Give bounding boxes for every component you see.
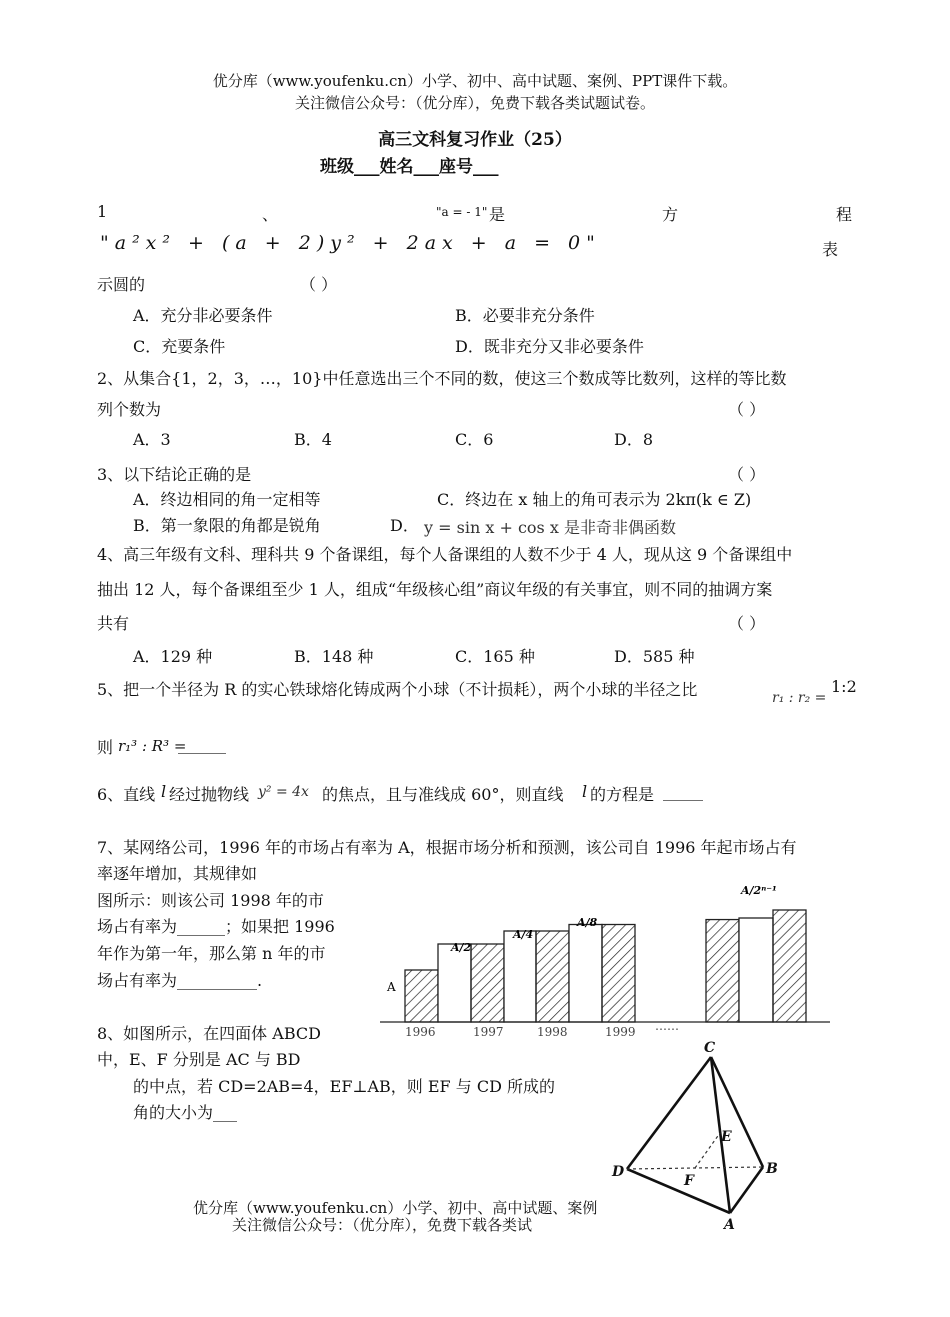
- q1-paren: （ ）: [300, 275, 338, 294]
- q4-option-d: D．585 种: [614, 647, 695, 666]
- bar-n: [773, 910, 806, 1022]
- q4-option-a: A．129 种: [133, 647, 213, 666]
- q4-line-2: 抽出 12 人，每个备课组至少 1 人，组成“年级核心组”商议年级的有关事宜，则不同的抽调方案: [97, 580, 773, 599]
- q1-option-c: C．充要条件: [133, 337, 226, 356]
- q5-expression: r₁³ : R³ =: [118, 737, 187, 755]
- q1-number: 1: [97, 202, 108, 221]
- page-title: 高三文科复习作业（25）: [378, 130, 572, 150]
- q7-line-2: 率逐年增加，其规律如: [97, 864, 258, 883]
- bar-1996: [405, 970, 438, 1022]
- bar-1997: [471, 944, 504, 1022]
- q7-line-1: 7、某网络公司，1996 年的市场占有率为 A，根据市场分析和预测，该公司自 1996 年起市场占有: [97, 838, 797, 857]
- q6-blank[interactable]: _____: [663, 782, 703, 801]
- q4-option-b: B．148 种: [294, 647, 374, 666]
- q2-option-c: C．6: [455, 430, 494, 449]
- q1-option-a: A．充分非必要条件: [133, 306, 273, 325]
- step-n: [739, 918, 773, 1022]
- q3-option-a: A．终边相同的角一定相等: [133, 490, 321, 509]
- q3-option-d-label: D．: [390, 516, 419, 535]
- q6-text-d: 的方程是: [590, 785, 655, 804]
- vertex-label-d: D: [612, 1164, 625, 1180]
- q8-line-3: 的中点，若 CD=2AB=4，EF⊥AB，则 EF 与 CD 所成的: [133, 1077, 555, 1096]
- q2-line-1: 2、从集合{1，2，3，…，10}中任意选出三个不同的数，使这三个数成等比数列，这样的等比数: [97, 369, 787, 388]
- edge-cd: [627, 1057, 711, 1169]
- q6-text-c: 的焦点，且与准线成 60°，则直线: [322, 785, 564, 804]
- q2-paren: （ ）: [728, 400, 766, 419]
- tetrahedron-figure: [610, 1035, 800, 1235]
- edge-ba: [730, 1167, 763, 1213]
- q1-biao: 表: [822, 240, 839, 259]
- q8-line-1: 8、如图所示，在四面体 ABCD: [97, 1024, 321, 1043]
- q3-stem: 3、以下结论正确的是: [97, 465, 252, 484]
- q5-line-1: 5、把一个半径为 R 的实心铁球熔化铸成两个小球（不计损耗），两个小球的半径之比: [97, 680, 698, 699]
- q4-line-1: 4、高三年级有文科、理科共 9 个备课组，每个人备课组的人数不少于 4 人，现从这 9 个备课组中: [97, 545, 793, 564]
- point-label-e: E: [721, 1129, 732, 1145]
- q1-option-b: B．必要非充分条件: [455, 306, 595, 325]
- q1-cheng: 程: [836, 205, 853, 224]
- q3-option-c: C．终边在 x 轴上的角可表示为 2kπ(k ∈ Z): [437, 490, 752, 509]
- page-subtitle: 班级___姓名___座号___: [320, 157, 499, 177]
- vertex-label-a: A: [724, 1217, 735, 1233]
- point-label-f: F: [684, 1173, 694, 1189]
- q6-parabola: y² = 4x: [258, 784, 309, 800]
- q2-option-a: A．3: [133, 430, 171, 449]
- q1-fang: 方: [662, 205, 679, 224]
- q3-paren: （ ）: [728, 465, 766, 484]
- q6-text-b: 经过抛物线: [169, 785, 250, 804]
- q3-option-b: B．第一象限的角都是锐角: [133, 516, 321, 535]
- q8-line-4: 角的大小为___: [133, 1103, 238, 1122]
- q1-shi: 是: [489, 205, 506, 224]
- q6-line-l-1: l: [161, 782, 167, 801]
- q7-line-5: 年作为第一年，那么第 n 年的市: [97, 944, 326, 963]
- x-tick-ellipsis: ……: [655, 1019, 679, 1033]
- q4-option-c: C．165 种: [455, 647, 535, 666]
- q2-option-d: D．8: [614, 430, 654, 449]
- q6-line-l-2: l: [582, 782, 588, 801]
- q6-text-a: 6、直线: [97, 785, 156, 804]
- market-share-chart: [375, 868, 835, 1048]
- x-tick-1998: 1998: [537, 1025, 568, 1039]
- q1-tail: 示圆的: [97, 275, 146, 294]
- q2-line-2: 列个数为: [97, 400, 162, 419]
- segment-ef: [695, 1133, 720, 1168]
- q5-ratio: r₁ : r₂ =: [772, 690, 827, 706]
- q8-line-2: 中，E、F 分别是 AC 与 BD: [97, 1050, 301, 1069]
- q7-line-6: 场占有率为__________.: [97, 971, 263, 990]
- header-line-1: 优分库（www.youfenku.cn）小学、初中、高中试题、案例、PPT课件下载。: [212, 72, 738, 90]
- chart-ylabel: A: [387, 980, 396, 994]
- q2-option-b: B．4: [294, 430, 332, 449]
- footer-line-1: 优分库（www.youfenku.cn）小学、初中、高中试题、案例: [193, 1199, 598, 1217]
- q4-paren: （ ）: [728, 614, 766, 633]
- edge-da: [627, 1169, 730, 1213]
- q1-condition: "a = - 1": [436, 205, 488, 219]
- x-tick-1999: 1999: [605, 1025, 636, 1039]
- q5-blank[interactable]: ______: [178, 735, 226, 754]
- step-1996: [438, 944, 471, 1022]
- q1-equation: "a²x² + (a + 2)y² + 2ax + a = 0": [100, 232, 601, 254]
- q1-sep: 、: [262, 205, 279, 224]
- vertex-label-b: B: [766, 1161, 778, 1177]
- inc-label-a2: A/2: [451, 941, 472, 954]
- bar-1998: [536, 931, 569, 1022]
- q1-option-d: D．既非充分又非必要条件: [455, 337, 644, 356]
- inc-label-a4: A/4: [513, 928, 534, 941]
- header-line-2: 关注微信公众号：（优分库），免费下载各类试题试卷。: [294, 94, 655, 112]
- step-1997: [504, 931, 536, 1022]
- q3-option-d: y = sin x + cos x 是非奇非偶函数: [424, 518, 676, 537]
- x-tick-1996: 1996: [405, 1025, 436, 1039]
- inc-label-an: A/2ⁿ⁻¹: [741, 884, 777, 897]
- inc-label-a8: A/8: [577, 916, 598, 929]
- q7-line-3: 图所示：则该公司 1998 年的市: [97, 891, 324, 910]
- vertex-label-c: C: [704, 1040, 716, 1056]
- q4-line-3: 共有: [97, 614, 130, 633]
- x-tick-1997: 1997: [473, 1025, 504, 1039]
- footer-line-2: 关注微信公众号：（优分库），免费下载各类试: [232, 1216, 533, 1234]
- bar-n-minus-1: [706, 920, 739, 1022]
- q7-line-4: 场占有率为______；如果把 1996: [97, 917, 335, 936]
- step-1998: [569, 925, 602, 1023]
- q5-line-2: 则: [97, 738, 114, 757]
- bar-1999: [602, 925, 635, 1023]
- q5-ratio-value: 1:2: [831, 677, 857, 696]
